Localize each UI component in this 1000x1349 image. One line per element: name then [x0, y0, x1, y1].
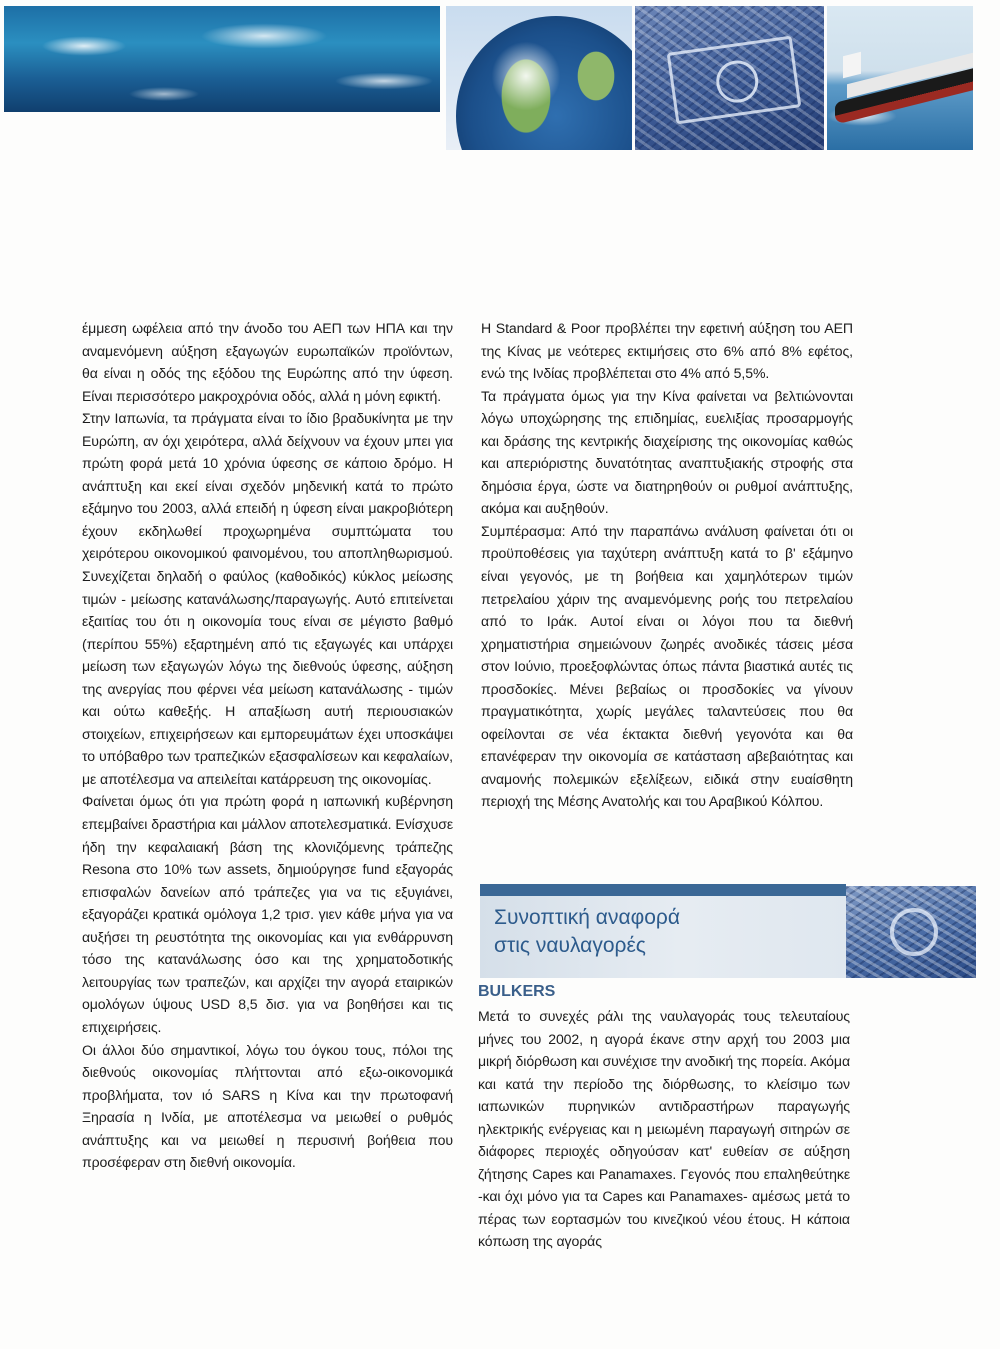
dollar-bill-image: [635, 6, 824, 150]
paragraph: Συμπέρασμα: Από την παραπάνω ανάλυση φαίνεται ότι οι προϋποθέσεις για ταχύτερη ανάπτυξη κατά το β' εξάμηνο είναι γεγονός, με τη βοήθεια και χαμηλότερων τιμών πετρελαίου χάριν της αναμενόμενης ροής του πετρελαίου από το Ιράκ. Αυτοί είναι οι λόγοι που τα διεθνή χρηματιστήρια σημειώνουν ζωηρές ανοδικές τάσεις μέσα στον Ιούνιο, προεξοφλώντας όπως πάντα βιαστικά αυτές τις προσδοκίες. Μένει βεβαίως οι προσδοκίες να γίνουν πραγματικότητα, χωρίς μεγάλες ταλαντεύσεις που θα οφείλονται σε νέα έκτακτα διεθνή γεγονότα και θα επανέφεραν την οικονομία σε κατάσταση αβεβαιότητας και αναμονής πολεμικών εξελίξεων, ειδικά στην ευαίσθητη περιοχή της Μέσης Ανατολής και του Αραβικού Κόλπου.: [481, 522, 853, 810]
paragraph: Οι άλλοι δύο σημαντικοί, λόγω του όγκου τους, πόλοι της διεθνούς οικονομίας πλήττονται από εξω-οικονομικά προβλήματα, τον ιό SARS η Κίνα και την πρωτοφανή Ξηρασία η Ινδία, με αποτέλεσμα να μειωθεί ο ρυθμός ανάπτυξης και να μειωθεί η περυσινή βοήθεια που προσέφεραν στη διεθνή οικονομία.: [82, 1041, 453, 1171]
globe-icon: [456, 16, 632, 150]
globe-image: [446, 6, 632, 150]
left-column: [82, 317, 453, 1174]
section-title-box: [480, 884, 846, 978]
title-stripe: [480, 884, 846, 896]
coin-icon: [890, 908, 938, 956]
paragraph: έμμεση ωφέλεια από την άνοδο του ΑΕΠ των ΗΠΑ και την αναμενόμενη αύξηση εξαγωγών ευρωπαϊκών προϊόντων, θα είναι η οδός της εξόδου της Ευρώπης από την ύφεση. Είναι περισσότερο μακροχρόνια οδός, αλλά η μόνη εφικτή.: [82, 320, 453, 404]
section-title-line: Συνοπτική αναφορά: [494, 906, 680, 929]
paragraph: Τα πράγματα όμως για την Κίνα φαίνεται να βελτιώνονται λόγω υποχώρησης της επιδημίας, ευελιξίας προσαρμογής και δράσης της κεντρικής διαχείρισης της οικονομίας καθώς και απεριόριστης δυνατότητας αναπτυξιακής στροφής στα δημόσια έργα, ώστε να διατηρηθούν οι ρυθμοί ανάπτυξης, ακόμα και αυξηθούν.: [481, 387, 853, 517]
bulkers-text: Μετά το συνεχές ράλι της ναυλαγοράς τους τελευταίους μήνες του 2002, η αγορά έκανε στην αρχή του 2003 μια μικρή διόρθωση και συνέχισε την ανοδική της πορεία. Ακόμα και κατά την περίοδο της διόρθωσης, το κλείσιμο των ιαπωνικών πυρηνικών αντιδραστήρων παραγωγής ηλεκτρικής ενέργειας και η μειωμένη παραγωγή σιτηρών σε διάφορες περιοχές οδηγούσαν κατ' ευθείαν σε αύξηση ζήτησης Capes και Panamaxes. Γεγονός που επαληθεύτηκε -και όχι μόνο για τα Capes και Panamaxes- αμέσως μετά το πέρας των εορτασμών του κινεζικού νέου έτους. Η κάποια κόπωση της αγοράς: [478, 1008, 850, 1250]
banknote-icon: [667, 36, 802, 125]
paragraph: Στην Ιαπωνία, τα πράγματα είναι το ίδιο βραδυκίνητα με την Ευρώπη, αν όχι χειρότερα, αλλά δείχνουν να έχουν μπει για πρώτη φορά μετά 10 χρόνια ύφεσης σε κάποιο δρόμο. Η ανάπτυξη και εκεί είναι σχεδόν μηδενική κατά το πρώτο εξάμηνο του 2003, αλλά επειδή η ύφεση είναι μακροβιότερη έχουν εκδηλωθεί προχωρημένα συμπτώματα του χειρότερου οικονομικού φαινομένου, του αποπληθωρισμού. Συνεχίζεται δηλαδή ο φαύλος (καθοδικός) κύκλος μείωσης τιμών - μείωσης κατανάλωσης/παραγωγής. Αυτό επιτείνεται εξαιτίας του ότι η οικονομία τους είναι σε μέγιστο βαθμό (περίπου 55%) εξαρτημένη από τις εξαγωγές και υπάρχει μείωση των εξαγωγών λόγω της διεθνούς ύφεσης, αύξηση της ανεργίας που φέρνει νέα μείωση κατανάλωσης - τιμών και ούτω καθεξής. Η απαξίωση αυτή περιουσιακών στοιχείων, επιχειρήσεων και εμπορευμάτων έχει υποσκάψει το υπόβαθρο των τραπεζικών εξασφαλίσεων και κεφαλαίων, με αποτέλεσμα να απειλείται κατάρρευση της οικονομίας.: [82, 410, 453, 787]
section-title-line: στις ναυλαγορές: [494, 934, 646, 957]
cargo-ship-image: [827, 6, 973, 150]
right-column: [481, 317, 853, 813]
bulkers-heading: BULKERS: [478, 983, 556, 1000]
section-title: [494, 904, 680, 960]
paragraph: Φαίνεται όμως ότι για πρώτη φορά η ιαπωνική κυβέρνηση επεμβαίνει δραστήρια και μάλλον αποτελεσματικά. Ενίσχυσε ήδη την κεφαλαιακή βάση της κλονιζόμενης τράπεζης Resona στο 10% των assets, δημιούργησε fund εξαγοράς επισφαλών δανείων από τράπεζες για να τις εξυγιάνει, εξαγοράζει κρατικά ομόλογα 1,2 τρισ. γιεν κάθε μήνα για να αυξήσει τη ρευστότητα της οικονομίας και για ενθάρρυνση τόσο της κατανάλωσης όσο και της χρηματοδοτικής λειτουργίας των τραπεζών, και αρχίζει την αγορά εταιρικών ομολόγων ύψους USD 8,5 δισ. για να βοηθήσει και τις επιχειρήσεις.: [82, 793, 453, 1035]
ocean-waves-image: [4, 6, 440, 112]
paragraph: Η Standard & Poor προβλέπει την εφετινή αύξηση του ΑΕΠ της Κίνας με νεότερες εκτιμήσεις στο 6% από 8% εφέτος, ενώ της Ινδίας προβλέπεται στο 4% από 5,5%.: [481, 320, 853, 382]
section-image: [846, 886, 976, 978]
